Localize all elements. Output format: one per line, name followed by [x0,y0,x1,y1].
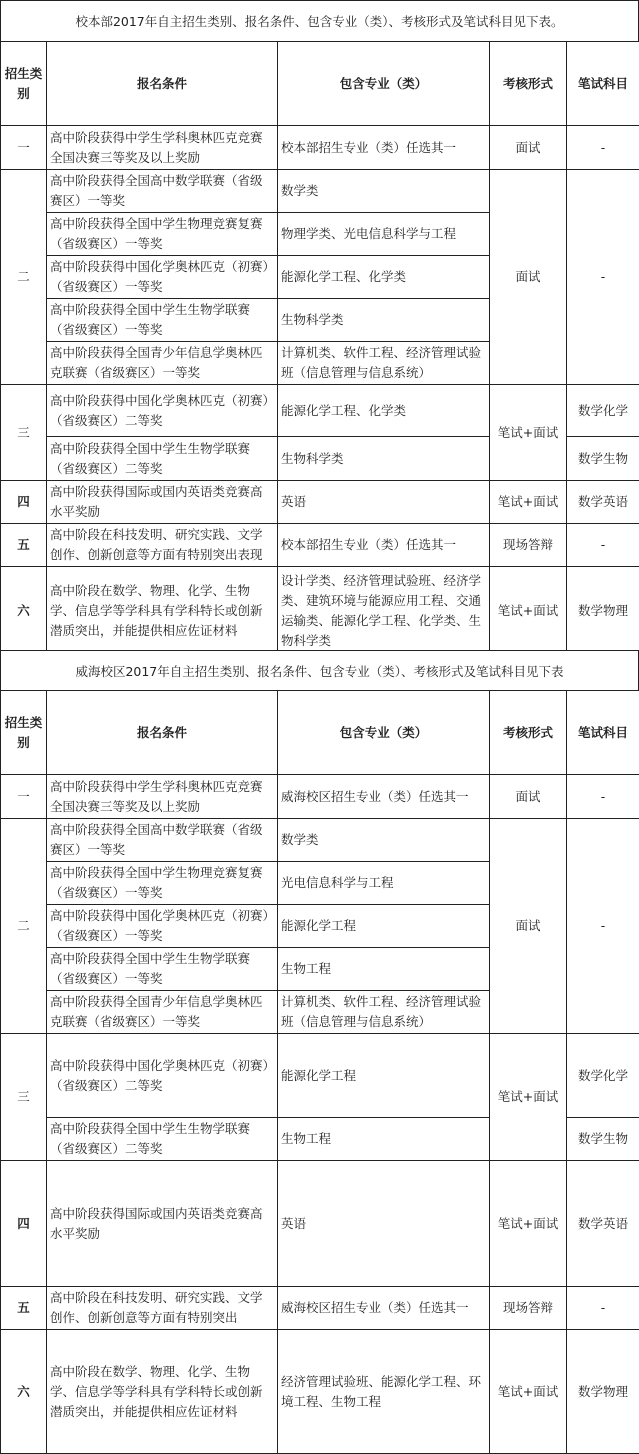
condition-cell: 高中阶段获得中学生学科奥林匹克竞赛全国决赛三等奖及以上奖励 [47,775,278,819]
condition-cell: 高中阶段获得国际或国内英语类竞赛高水平奖励 [47,1161,278,1287]
subject-cell: - [567,170,639,385]
table-row [1,1161,639,1287]
header-major: 包含专业（类） [278,42,490,126]
exam-form-cell: 面试 [490,819,567,1034]
section2-caption: 威海校区2017年自主招生类别、报名条件、包含专业（类）、考核形式及笔试科目见下表 [0,650,639,690]
header-category: 招生类别 [1,42,47,126]
section1-caption: 校本部2017年自主招生类别、报名条件、包含专业（类）、考核形式及笔试科目见下表。 [0,0,639,41]
condition-cell: 高中阶段获得全国中学生物理竞赛复赛（省级赛区）一等奖 [47,862,278,905]
table-header-row [1,42,639,126]
major-cell: 威海校区招生专业（类）任选其一 [278,1287,490,1330]
condition-cell: 高中阶段获得国际或国内英语类竞赛高水平奖励 [47,481,278,524]
condition-cell: 高中阶段获得全国中学生生物学联赛（省级赛区）一等奖 [47,299,278,342]
table-row [1,1330,639,1454]
condition-cell: 高中阶段获得中国化学奥林匹克（初赛）（省级赛区）二等奖 [47,1034,278,1118]
category-cell: 四 [1,481,47,524]
major-cell: 能源化学工程 [278,905,490,948]
major-cell: 校本部招生专业（类）任选其一 [278,126,490,170]
category-cell: 一 [1,775,47,819]
subject-cell: 数学物理 [567,567,639,655]
major-cell: 能源化学工程、化学类 [278,385,490,437]
category-cell: 五 [1,1287,47,1330]
exam-form-cell: 笔试+面试 [490,567,567,655]
major-cell: 生物工程 [278,1118,490,1161]
exam-form-cell: 面试 [490,170,567,385]
exam-form-cell: 笔试+面试 [490,385,567,481]
exam-form-cell: 现场答辩 [490,1287,567,1330]
table-row [1,1034,639,1118]
exam-form-cell: 面试 [490,126,567,170]
header-written-subject: 笔试科目 [567,691,639,775]
major-cell: 计算机类、软件工程、经济管理试验班（信息管理与信息系统） [278,342,490,385]
header-condition: 报名条件 [47,42,278,126]
major-cell: 能源化学工程 [278,1034,490,1118]
table-row [1,481,639,524]
condition-cell: 高中阶段在数学、物理、化学、生物学、信息学等学科具有学科特长或创新潜质突出，并能提供相应佐证材料 [47,1330,278,1454]
category-cell: 一 [1,126,47,170]
category-cell: 三 [1,1034,47,1161]
exam-form-cell: 笔试+面试 [490,1330,567,1454]
condition-cell: 高中阶段在科技发明、研究实践、文学创作、创新创意等方面有特别突出 [47,1287,278,1330]
table-row [1,1287,639,1330]
table-row [1,819,639,862]
major-cell: 计算机类、软件工程、经济管理试验班（信息管理与信息系统） [278,991,490,1034]
section2-table [0,690,639,1454]
major-cell: 威海校区招生专业（类）任选其一 [278,775,490,819]
condition-cell: 高中阶段在科技发明、研究实践、文学创作、创新创意等方面有特别突出表现 [47,524,278,567]
subject-cell: 数学英语 [567,481,639,524]
subject-cell: - [567,819,639,1034]
subject-cell: 数学化学 [567,1034,639,1118]
condition-cell: 高中阶段获得全国青少年信息学奥林匹克联赛（省级赛区）一等奖 [47,342,278,385]
major-cell: 生物科学类 [278,299,490,342]
condition-cell: 高中阶段获得中国化学奥林匹克（初赛）（省级赛区）二等奖 [47,385,278,437]
category-cell: 六 [1,567,47,655]
header-category: 招生类别 [1,691,47,775]
subject-cell: - [567,126,639,170]
condition-cell: 高中阶段获得全国中学生生物学联赛（省级赛区）一等奖 [47,948,278,991]
subject-cell: - [567,775,639,819]
subject-cell: - [567,1287,639,1330]
condition-cell: 高中阶段获得全国高中数学联赛（省级赛区）一等奖 [47,170,278,213]
condition-cell: 高中阶段获得全国中学生生物学联赛（省级赛区）二等奖 [47,437,278,481]
major-cell: 英语 [278,1161,490,1287]
major-cell: 物理学类、光电信息科学与工程 [278,213,490,256]
subject-cell: 数学化学 [567,385,639,437]
header-exam-form: 考核形式 [490,42,567,126]
header-condition: 报名条件 [47,691,278,775]
major-cell: 设计学类、经济管理试验班、经济学类、建筑环境与能源应用工程、交通运输类、能源化学工程、化学类、生物科学类 [278,567,490,655]
subject-cell: 数学物理 [567,1330,639,1454]
table-row [1,385,639,437]
major-cell: 英语 [278,481,490,524]
condition-cell: 高中阶段获得全国青少年信息学奥林匹克联赛（省级赛区）一等奖 [47,991,278,1034]
category-cell: 六 [1,1330,47,1454]
exam-form-cell: 笔试+面试 [490,1034,567,1161]
category-cell: 四 [1,1161,47,1287]
exam-form-cell: 现场答辩 [490,524,567,567]
condition-cell: 高中阶段在数学、物理、化学、生物学、信息学等学科具有学科特长或创新潜质突出，并能提供相应佐证材料 [47,567,278,655]
major-cell: 光电信息科学与工程 [278,862,490,905]
condition-cell: 高中阶段获得全国中学生生物学联赛（省级赛区）二等奖 [47,1118,278,1161]
major-cell: 生物科学类 [278,437,490,481]
major-cell: 经济管理试验班、能源化学工程、环境工程、生物工程 [278,1330,490,1454]
table-header-row [1,691,639,775]
table-row [1,524,639,567]
subject-cell: 数学英语 [567,1161,639,1287]
category-cell: 二 [1,170,47,385]
section1-table [0,41,639,655]
subject-cell: - [567,524,639,567]
table-row [1,170,639,213]
major-cell: 数学类 [278,819,490,862]
major-cell: 能源化学工程、化学类 [278,256,490,299]
condition-cell: 高中阶段获得中学生学科奥林匹克竞赛全国决赛三等奖及以上奖励 [47,126,278,170]
category-cell: 三 [1,385,47,481]
header-major: 包含专业（类） [278,691,490,775]
condition-cell: 高中阶段获得中国化学奥林匹克（初赛）（省级赛区）一等奖 [47,256,278,299]
header-written-subject: 笔试科目 [567,42,639,126]
major-cell: 校本部招生专业（类）任选其一 [278,524,490,567]
major-cell: 生物工程 [278,948,490,991]
category-cell: 二 [1,819,47,1034]
table-row [1,126,639,170]
exam-form-cell: 笔试+面试 [490,1161,567,1287]
condition-cell: 高中阶段获得全国中学生物理竞赛复赛（省级赛区）一等奖 [47,213,278,256]
header-exam-form: 考核形式 [490,691,567,775]
table-row [1,775,639,819]
subject-cell: 数学生物 [567,437,639,481]
exam-form-cell: 笔试+面试 [490,481,567,524]
condition-cell: 高中阶段获得中国化学奥林匹克（初赛）（省级赛区）一等奖 [47,905,278,948]
major-cell: 数学类 [278,170,490,213]
category-cell: 五 [1,524,47,567]
condition-cell: 高中阶段获得全国高中数学联赛（省级赛区）一等奖 [47,819,278,862]
exam-form-cell: 面试 [490,775,567,819]
subject-cell: 数学生物 [567,1118,639,1161]
table-row [1,567,639,655]
